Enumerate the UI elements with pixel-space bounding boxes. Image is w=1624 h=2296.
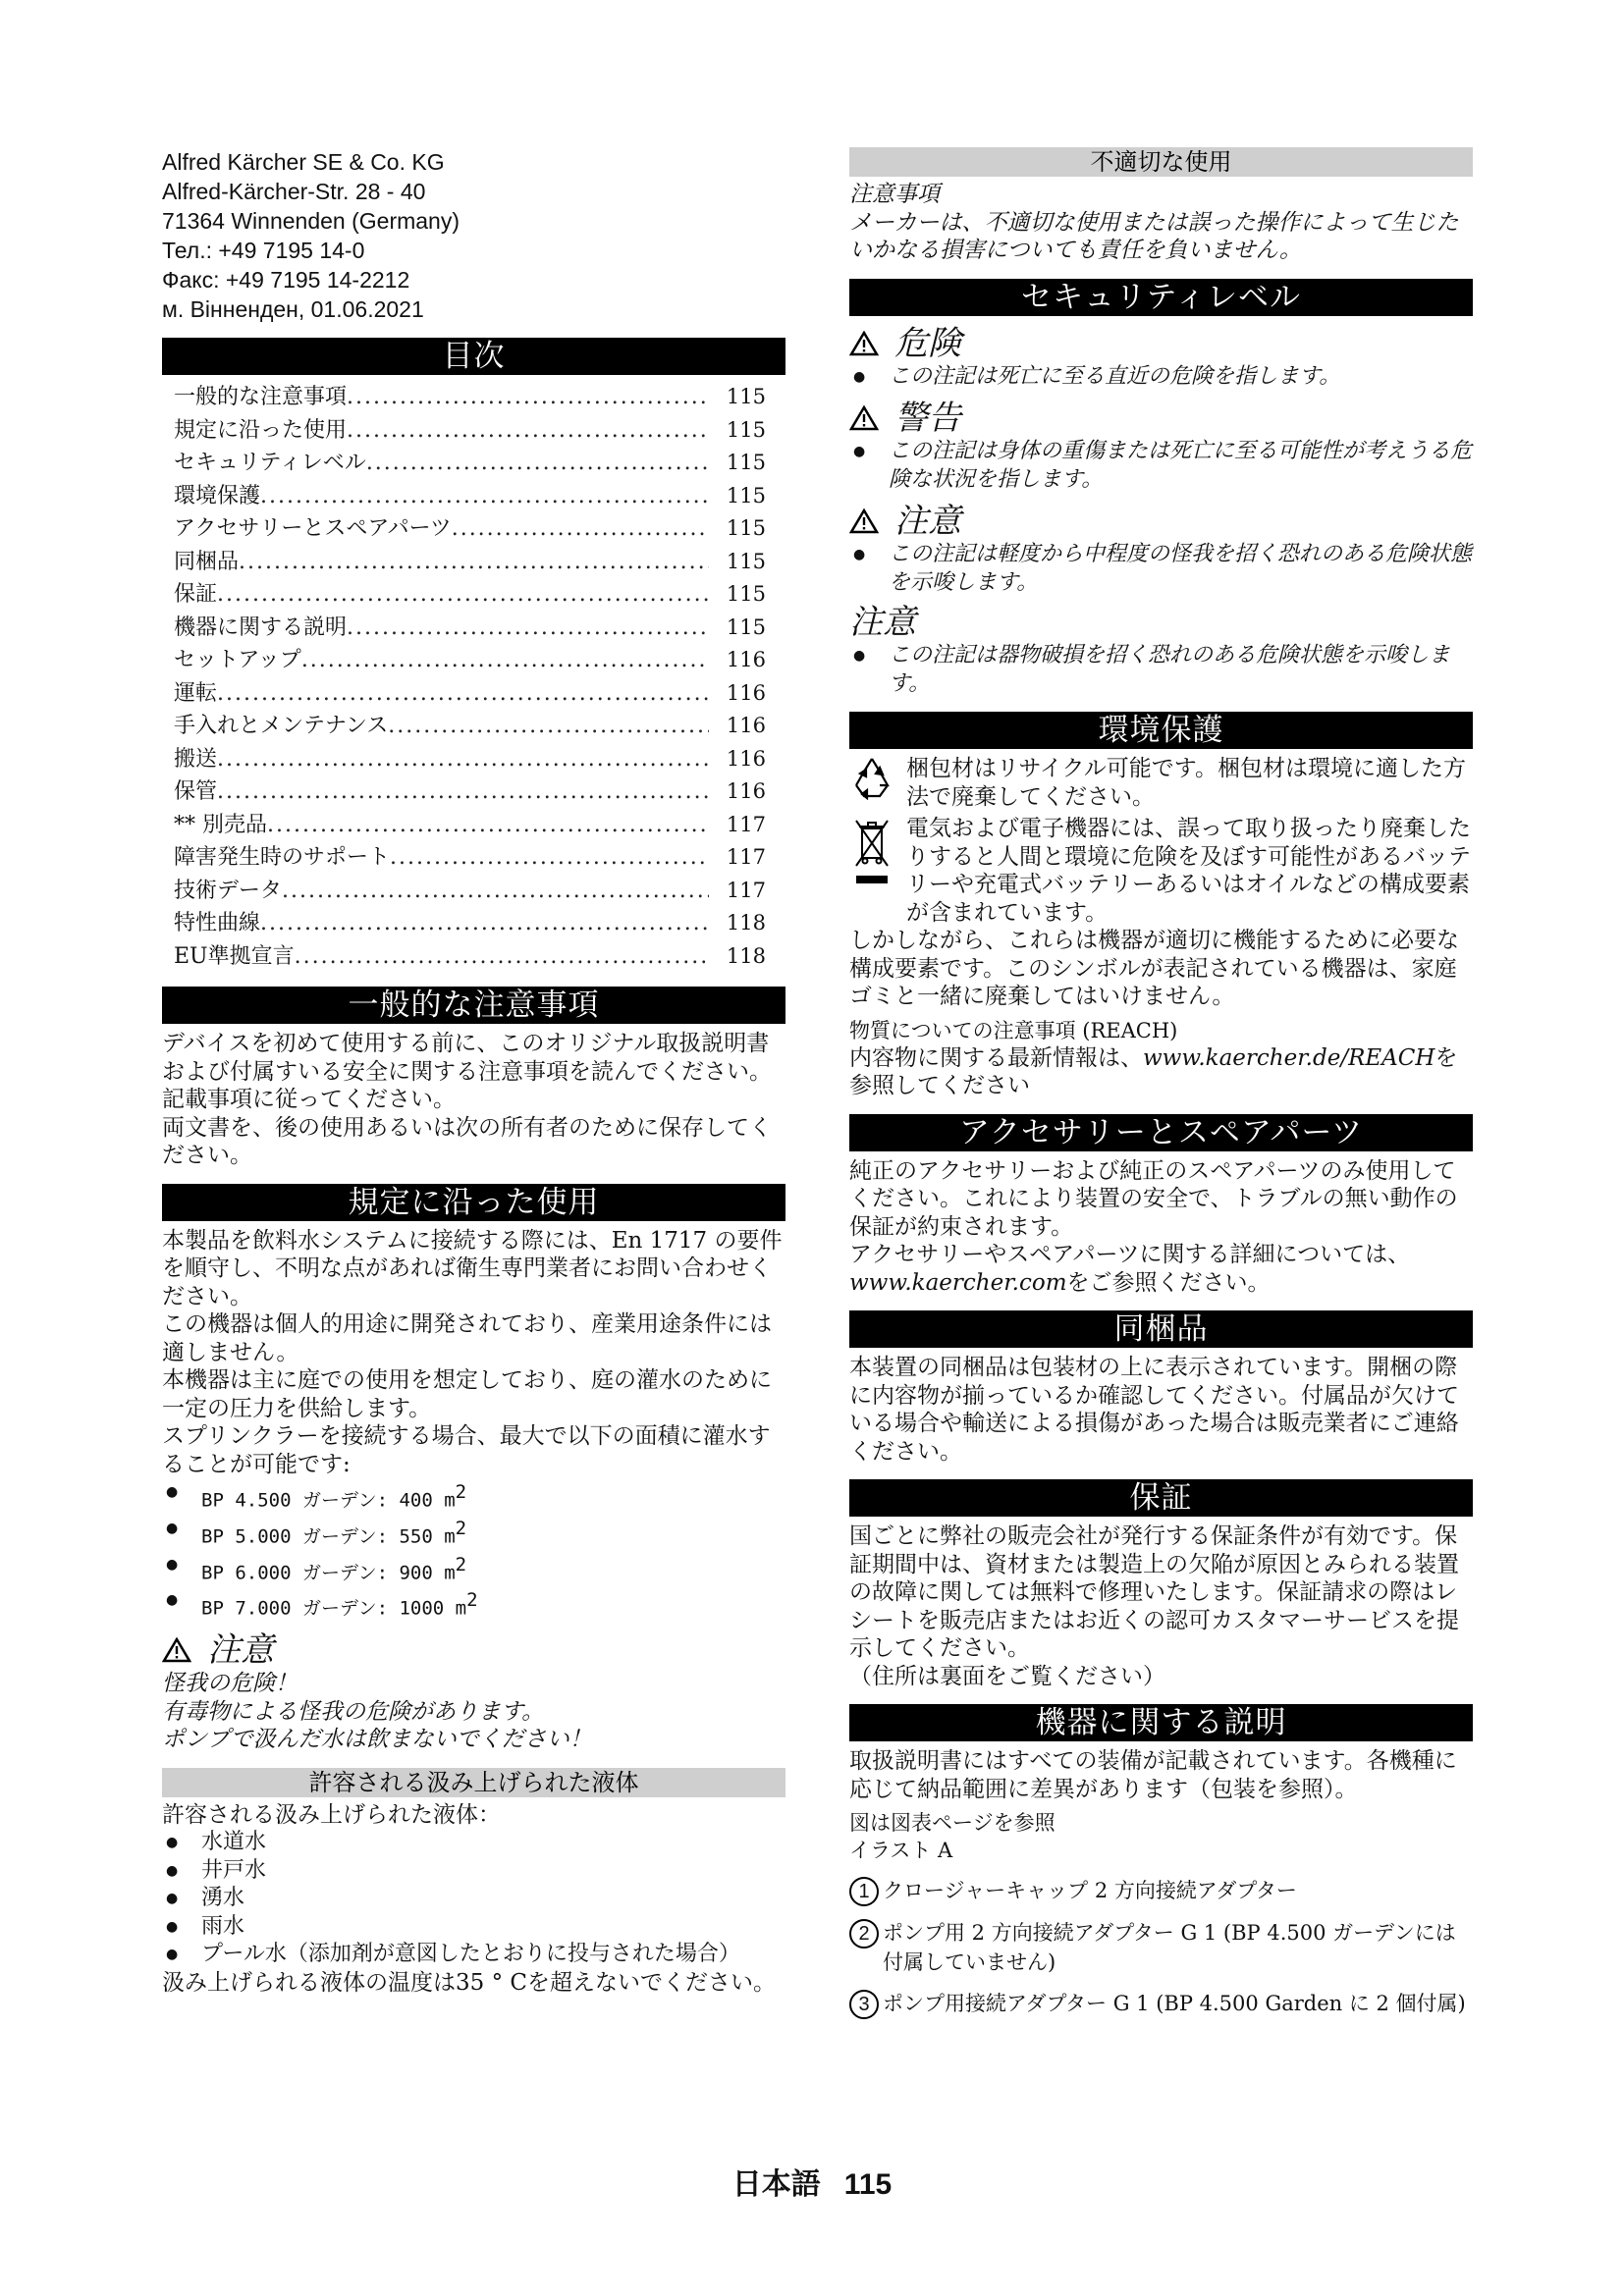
list-item: ● 湧水 bbox=[162, 1885, 785, 1913]
list-item: ● プール水（添加剤が意図したとおりに投与された場合） bbox=[162, 1941, 785, 1969]
toc-entry-label: 保証 bbox=[174, 582, 218, 607]
toc-entry-page: 115 bbox=[726, 582, 766, 606]
caution-heading: 注意 bbox=[162, 1630, 785, 1670]
toc-entry[interactable] bbox=[162, 447, 785, 480]
toc-entry-page: 116 bbox=[726, 779, 766, 803]
toc-leader-dots bbox=[260, 480, 709, 513]
warning-heading: 警告 bbox=[849, 399, 1473, 438]
part-text: ポンプ用 2 方向接続アダプター G 1 (BP 4.500 ガーデンには付属していません) bbox=[883, 1921, 1456, 1974]
toc-leader-dots bbox=[452, 512, 709, 546]
recycle-icon bbox=[850, 755, 893, 800]
intended-use-heading: 規定に沿った使用 bbox=[162, 1184, 785, 1221]
general-notes-paragraph: 両文書を、後の使用あるいは次の所有者のために保存してください。 bbox=[162, 1114, 772, 1168]
recycling-row bbox=[849, 755, 1473, 811]
caution-heading: 注意 bbox=[849, 502, 1473, 541]
warning-description bbox=[849, 438, 1473, 494]
toc-leader-dots bbox=[388, 710, 709, 743]
general-notes-heading: 一般的な注意事項 bbox=[162, 987, 785, 1024]
caution-description bbox=[849, 541, 1473, 597]
toc-entry-page: 116 bbox=[726, 648, 766, 671]
toc-entry-page: 115 bbox=[726, 451, 766, 474]
toc-entry-page: 115 bbox=[726, 385, 766, 408]
part-item bbox=[849, 1876, 1473, 1906]
toc-entry[interactable] bbox=[162, 578, 785, 612]
recycling-text: 梱包材はリサイクル可能です。梱包材は環境に適した方法で廃棄してください。 bbox=[906, 756, 1466, 810]
misuse-heading: 不適切な使用 bbox=[849, 147, 1473, 177]
part-number: 2 bbox=[849, 1919, 879, 1949]
toc-entry[interactable] bbox=[162, 381, 785, 414]
toc-leader-dots bbox=[217, 677, 709, 711]
accessories-paragraph: アクセサリーやスペアパーツに関する詳細については、www.kaercher.comをご参照ください。 bbox=[849, 1242, 1411, 1296]
toc-entry[interactable] bbox=[162, 480, 785, 513]
toc-entry-page: 117 bbox=[726, 812, 766, 836]
list-item: ● 水道水 bbox=[162, 1829, 785, 1857]
intended-use-paragraph: この機器は個人的用途に開発されており、産業用途条件には適しません。 bbox=[162, 1311, 772, 1365]
toc-entry[interactable] bbox=[162, 512, 785, 546]
kaercher-link[interactable]: www.kaercher.com bbox=[849, 1269, 1067, 1296]
weee-continuation: しかしながら、これらは機器が適切に機能するために必要な構成要素です。このシンボルが表記されている機器は、家庭ゴミと一緒に廃棄してはいけません。 bbox=[849, 928, 1459, 1009]
toc-entry-label: ** 別売品 bbox=[174, 812, 267, 837]
toc-entry-page: 117 bbox=[726, 845, 766, 869]
warranty-heading: 保証 bbox=[849, 1479, 1473, 1517]
toc-leader-dots bbox=[301, 644, 709, 677]
toc-entry-page: 118 bbox=[726, 911, 766, 934]
toc-entry-label: 特性曲線 bbox=[174, 911, 261, 935]
footer-language: 日本語 bbox=[731, 2168, 821, 2201]
part-text: ポンプ用接続アダプター G 1 (BP 4.500 Garden に 2 個付属) bbox=[883, 1992, 1466, 2015]
security-levels-heading: セキュリティレベル bbox=[849, 279, 1473, 316]
toc-entry-label: 手入れとメンテナンス bbox=[174, 714, 389, 738]
crossed-out-bin-icon bbox=[852, 815, 892, 893]
toc-heading: 目次 bbox=[162, 338, 785, 375]
address-line: Тел.: +49 7195 14-0 bbox=[162, 238, 365, 263]
toc-entry-page: 118 bbox=[726, 943, 766, 968]
toc-entry-label: 保管 bbox=[174, 779, 218, 804]
danger-heading: 危険 bbox=[849, 324, 1473, 363]
part-number: 3 bbox=[849, 1990, 879, 2019]
toc-leader-dots bbox=[347, 612, 709, 645]
warranty-address-note: （住所は裏面をご覧ください） bbox=[849, 1663, 1165, 1689]
caution-line: 怪我の危険！ bbox=[162, 1671, 298, 1697]
toc-entry-label: 技術データ bbox=[174, 878, 283, 903]
left-column bbox=[162, 147, 785, 1997]
toc-entry-page: 115 bbox=[726, 614, 766, 639]
misuse-text: メーカーは、不適切な使用または誤った操作によって生じたいかなる損害についても責任を負いません。 bbox=[849, 209, 1459, 263]
figure-reference: 図は図表ページを参照 bbox=[849, 1811, 1056, 1835]
reach-label: 物質についての注意事項 (REACH) bbox=[849, 1018, 1178, 1042]
intended-use-paragraph: 本製品を飲料水システムに接続する際には、En 1717 の要件を順守し、不明な点があれば衛生専門業者にお問い合わせください。 bbox=[162, 1227, 783, 1309]
toc-leader-dots bbox=[282, 875, 709, 908]
warranty-paragraph: 国ごとに弊社の販売会社が発行する保証条件が有効です。保証期間中は、資材または製造上の欠陥が原因とみられる装置の故障に関しては無料で修理いたします。保証請求の際はレシートを販売店またはお近くの認可カスタマーサービスを提示してください。 bbox=[849, 1523, 1459, 1661]
toc-entry-label: 障害発生時のサポート bbox=[174, 845, 391, 870]
part-item bbox=[849, 1989, 1473, 2019]
permitted-liquids-intro: 許容される汲み上げられた液体： bbox=[162, 1801, 501, 1828]
address-line: Факс: +49 7195 14-2212 bbox=[162, 267, 410, 293]
toc-entry[interactable] bbox=[162, 743, 785, 776]
toc-leader-dots bbox=[217, 578, 709, 612]
table-of-contents bbox=[162, 381, 785, 973]
danger-description bbox=[849, 363, 1473, 392]
toc-entry-label: EU準拠宣言 bbox=[174, 943, 295, 969]
list-item: ● この注記は器物破損を招く恐れのある危険状態を示唆します。 bbox=[849, 642, 1473, 698]
toc-entry-page: 117 bbox=[726, 878, 766, 902]
temperature-note: 汲み上げられる液体の温度は35 ° Cを超えないでください。 bbox=[162, 1969, 776, 1996]
toc-entry[interactable] bbox=[162, 677, 785, 711]
caution-line: ポンプで汲んだ水は飲まないでください！ bbox=[162, 1727, 592, 1753]
toc-entry[interactable] bbox=[162, 809, 785, 842]
part-number: 1 bbox=[849, 1877, 879, 1906]
list-item: ● BP 4.500 ガーデン: 400 $m^2$ bbox=[162, 1478, 785, 1515]
page-footer bbox=[0, 2160, 1624, 2203]
toc-entry-label: 搬送 bbox=[174, 746, 218, 772]
toc-entry-page: 115 bbox=[726, 483, 766, 507]
toc-entry[interactable] bbox=[162, 546, 785, 579]
warning-triangle-icon bbox=[849, 405, 879, 431]
toc-entry[interactable] bbox=[162, 841, 785, 875]
irrigation-area-list bbox=[162, 1478, 785, 1623]
toc-entry[interactable] bbox=[162, 414, 785, 448]
illustration-label: イラスト A bbox=[849, 1839, 953, 1862]
address-line: 71364 Winnenden (Germany) bbox=[162, 208, 460, 234]
scope-of-delivery-paragraph: 本装置の同梱品は包装材の上に表示されています。開梱の際に内容物が揃っているか確認してください。付属品が欠けている場合や輸送による損傷があった場合は販売業者にご連絡ください。 bbox=[849, 1355, 1459, 1465]
toc-entry-page: 116 bbox=[726, 680, 766, 705]
toc-entry[interactable] bbox=[162, 612, 785, 645]
list-item: ● BP 5.000 ガーデン: 550 $m^2$ bbox=[162, 1515, 785, 1551]
address-line: Alfred Kärcher SE & Co. KG bbox=[162, 149, 445, 175]
permitted-liquids-list bbox=[162, 1829, 785, 1969]
toc-entry-label: セットアップ bbox=[174, 648, 301, 672]
toc-entry-page: 115 bbox=[726, 417, 766, 442]
toc-entry-page: 115 bbox=[726, 549, 766, 573]
list-item: ● BP 7.000 ガーデン: 1000 $m^2$ bbox=[162, 1586, 785, 1623]
toc-entry-label: 環境保護 bbox=[174, 483, 261, 508]
intended-use-paragraph: スプリンクラーを接続する場合、最大で以下の面積に灌水することが可能です: bbox=[162, 1423, 771, 1477]
part-text: クロージャーキャップ 2 方向接続アダプター bbox=[883, 1879, 1297, 1902]
list-item: ● BP 6.000 ガーデン: 900 $m^2$ bbox=[162, 1551, 785, 1587]
address-line: Alfred-Kärcher-Str. 28 - 40 bbox=[162, 179, 426, 204]
environment-heading: 環境保護 bbox=[849, 712, 1473, 749]
toc-leader-dots bbox=[217, 775, 709, 809]
toc-entry-label: アクセサリーとスペアパーツ bbox=[174, 516, 452, 541]
accessories-paragraph: 純正のアクセサリーおよび純正のスペアパーツのみ使用してください。これにより装置の安全で、トラブルの無い動作の保証が約束されます。 bbox=[849, 1157, 1458, 1240]
toc-entry-label: セキュリティレベル bbox=[174, 451, 366, 475]
intended-use-paragraph: 本機器は主に庭での使用を想定しており、庭の灌水のために一定の圧力を供給します。 bbox=[162, 1367, 772, 1421]
toc-entry-label: 運転 bbox=[174, 680, 218, 706]
toc-entry-label: 機器に関する説明 bbox=[174, 614, 348, 640]
warning-triangle-icon bbox=[849, 331, 879, 356]
accessories-heading: アクセサリーとスペアパーツ bbox=[849, 1114, 1473, 1151]
warning-triangle-icon bbox=[162, 1637, 191, 1663]
toc-leader-dots bbox=[366, 447, 709, 480]
warning-triangle-icon bbox=[849, 508, 879, 534]
footer-page-number: 115 bbox=[843, 2168, 893, 2201]
toc-entry[interactable] bbox=[162, 710, 785, 743]
general-notes-paragraph: デバイスを初めて使用する前に、このオリジナル取扱説明書および付属すいる安全に関する注意事項を読んでください。記載事項に従ってください。 bbox=[162, 1031, 772, 1112]
notice-heading: 注意 bbox=[849, 603, 916, 642]
device-description-paragraph: 取扱説明書にはすべての装備が記載されています。各機種に応じて納品範囲に差異があります（包装を参照）。 bbox=[849, 1748, 1457, 1802]
toc-entry[interactable] bbox=[162, 940, 785, 974]
list-item: ● 雨水 bbox=[162, 1913, 785, 1942]
device-description-heading: 機器に関する説明 bbox=[849, 1704, 1473, 1741]
toc-leader-dots bbox=[347, 414, 709, 448]
toc-leader-dots bbox=[295, 940, 709, 974]
permitted-liquids-heading: 許容される汲み上げられた液体 bbox=[162, 1768, 785, 1797]
weee-row bbox=[849, 815, 1473, 927]
toc-leader-dots bbox=[347, 381, 709, 414]
notice-description bbox=[849, 642, 1473, 698]
toc-leader-dots bbox=[217, 743, 709, 776]
scope-of-delivery-heading: 同梱品 bbox=[849, 1310, 1473, 1348]
toc-entry[interactable] bbox=[162, 875, 785, 908]
caution-line: 有毒物による怪我の危険があります。 bbox=[162, 1698, 545, 1725]
address-line: м. Вінненден, 01.06.2021 bbox=[162, 296, 424, 322]
toc-entry-label: 一般的な注意事項 bbox=[174, 385, 348, 409]
toc-entry-label: 規定に沿った使用 bbox=[174, 417, 348, 443]
reach-link[interactable]: www.kaercher.de/REACH bbox=[1143, 1044, 1435, 1071]
toc-leader-dots bbox=[260, 907, 709, 940]
toc-entry-label: 同梱品 bbox=[174, 549, 240, 574]
list-item: ● 井戸水 bbox=[162, 1857, 785, 1886]
toc-leader-dots bbox=[267, 809, 709, 842]
toc-entry[interactable] bbox=[162, 775, 785, 809]
right-column bbox=[849, 147, 1473, 2019]
toc-leader-dots bbox=[239, 546, 709, 579]
reach-text: 内容物に関する最新情報は、www.kaercher.de/REACHを参照してください bbox=[849, 1044, 1458, 1098]
toc-entry-page: 116 bbox=[726, 746, 766, 771]
list-item: ● この注記は軽度から中程度の怪我を招く恐れのある危険状態を示唆します。 bbox=[849, 541, 1473, 597]
toc-entry[interactable] bbox=[162, 644, 785, 677]
toc-entry[interactable] bbox=[162, 907, 785, 940]
weee-text: 電気および電子機器には、誤って取り扱ったり廃棄したりすると人間と環境に危険を及ぼす可能性があるバッテリーや充電式バッテリーあるいはオイルなどの構成要素が含まれています。 bbox=[906, 816, 1471, 926]
part-item bbox=[849, 1918, 1473, 1977]
toc-leader-dots bbox=[390, 841, 709, 875]
manufacturer-address bbox=[162, 147, 785, 324]
list-item: ● この注記は死亡に至る直近の危険を指します。 bbox=[849, 363, 1473, 392]
misuse-label: 注意事項 bbox=[849, 182, 940, 207]
toc-entry-page: 116 bbox=[726, 714, 766, 737]
toc-entry-page: 115 bbox=[726, 516, 766, 540]
list-item: ● この注記は身体の重傷または死亡に至る可能性が考えうる危険な状況を指します。 bbox=[849, 438, 1473, 494]
